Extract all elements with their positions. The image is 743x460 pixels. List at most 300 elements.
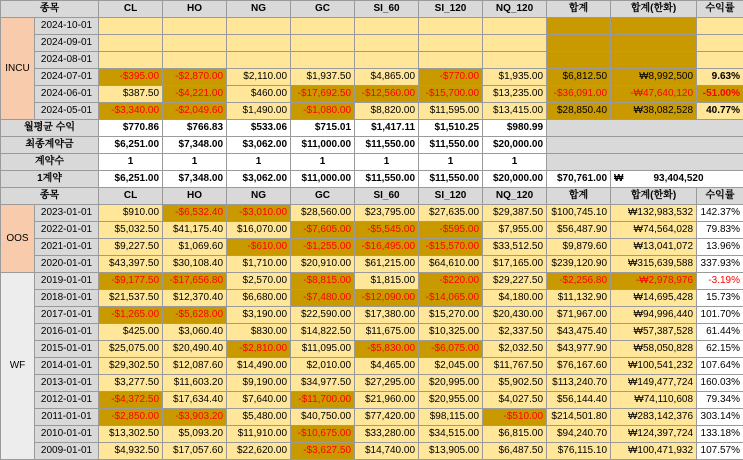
value-cell[interactable]: $4,027.50 (483, 392, 547, 409)
column-header-ticker[interactable]: 종목 (1, 1, 99, 18)
sum-krw-cell[interactable]: ₩100,541,232 (611, 358, 697, 375)
value-cell[interactable]: $3,277.50 (99, 375, 163, 392)
row-date[interactable]: 2022-01-01 (35, 222, 99, 239)
sum-krw-cell[interactable]: ₩149,477,724 (611, 375, 697, 392)
row-date[interactable]: 2024-09-01 (35, 35, 99, 52)
value-cell[interactable]: $20,955.00 (419, 392, 483, 409)
section-label-wf[interactable]: WF (1, 273, 35, 460)
return-cell[interactable] (697, 52, 743, 69)
value-cell[interactable]: -$2,049.60 (163, 103, 227, 120)
summary-value[interactable]: $11,550.00 (419, 137, 483, 154)
value-cell[interactable]: -$1,080.00 (291, 103, 355, 120)
summary-value[interactable]: 1 (483, 154, 547, 171)
value-cell[interactable]: $11,767.50 (483, 358, 547, 375)
value-cell[interactable]: $425.00 (99, 324, 163, 341)
row-date[interactable]: 2020-01-01 (35, 256, 99, 273)
column-header-ho[interactable]: HO (163, 1, 227, 18)
value-cell[interactable]: $2,010.00 (291, 358, 355, 375)
table-row (1, 239, 743, 256)
column-header-return[interactable]: 수익률 (697, 188, 743, 205)
value-cell[interactable]: -$7,480.00 (291, 290, 355, 307)
header-row (1, 1, 743, 18)
value-cell[interactable] (99, 35, 163, 52)
column-header-si_60[interactable]: SI_60 (355, 1, 419, 18)
one-contract-krw[interactable] (611, 171, 743, 188)
return-cell[interactable]: 133.18% (697, 426, 743, 443)
column-header-nq_120[interactable]: NQ_120 (483, 1, 547, 18)
summary-value[interactable]: $6,251.00 (99, 171, 163, 188)
return-cell[interactable]: 142.37% (697, 205, 743, 222)
value-cell[interactable] (227, 52, 291, 69)
value-cell[interactable]: $11,603.20 (163, 375, 227, 392)
value-cell[interactable]: $30,108.40 (163, 256, 227, 273)
sum-cell[interactable]: $214,501.80 (547, 409, 611, 426)
value-cell[interactable]: -$15,700.00 (419, 86, 483, 103)
summary-value[interactable]: $20,000.00 (483, 171, 547, 188)
value-cell[interactable]: -$220.00 (419, 273, 483, 290)
column-header-gc[interactable]: GC (291, 1, 355, 18)
row-date[interactable]: 2017-01-01 (35, 307, 99, 324)
summary-value[interactable]: $766.83 (163, 120, 227, 137)
value-cell[interactable]: $17,380.00 (355, 307, 419, 324)
value-cell[interactable]: -$17,656.80 (163, 273, 227, 290)
value-cell[interactable]: $40,750.00 (291, 409, 355, 426)
return-cell[interactable]: 61.44% (697, 324, 743, 341)
return-cell[interactable]: 13.96% (697, 239, 743, 256)
value-cell[interactable]: $43,397.50 (99, 256, 163, 273)
value-cell[interactable]: $33,512.50 (483, 239, 547, 256)
sum-cell[interactable]: $9,879.60 (547, 239, 611, 256)
contract-count-row (1, 154, 743, 171)
value-cell[interactable]: -$3,627.50 (291, 443, 355, 460)
row-date[interactable]: 2016-01-01 (35, 324, 99, 341)
column-header-si_60[interactable]: SI_60 (355, 188, 419, 205)
value-cell[interactable]: $2,337.50 (483, 324, 547, 341)
value-cell[interactable]: $20,995.00 (419, 375, 483, 392)
value-cell[interactable]: -$11,700.00 (291, 392, 355, 409)
row-date[interactable]: 2019-01-01 (35, 273, 99, 290)
sum-krw-cell[interactable]: ₩74,110,608 (611, 392, 697, 409)
value-cell[interactable]: $2,110.00 (227, 69, 291, 86)
value-cell[interactable]: $17,634.40 (163, 392, 227, 409)
one-contract-sum[interactable]: $70,761.00 (547, 171, 611, 188)
return-cell[interactable]: 107.64% (697, 358, 743, 375)
summary-value[interactable]: $3,062.00 (227, 137, 291, 154)
sum-krw-cell[interactable] (611, 52, 697, 69)
column-header-return[interactable]: 수익률 (697, 1, 743, 18)
value-cell[interactable]: $910.00 (99, 205, 163, 222)
row-date[interactable]: 2021-01-01 (35, 239, 99, 256)
value-cell[interactable] (355, 18, 419, 35)
sum-krw-cell[interactable]: ₩58,050,828 (611, 341, 697, 358)
value-cell[interactable]: -$17,692.50 (291, 86, 355, 103)
column-header-gc[interactable]: GC (291, 188, 355, 205)
return-cell[interactable]: 101.70% (697, 307, 743, 324)
return-cell[interactable]: 79.34% (697, 392, 743, 409)
value-cell[interactable]: $16,070.00 (227, 222, 291, 239)
value-cell[interactable]: -$2,810.00 (227, 341, 291, 358)
value-cell[interactable]: $1,710.00 (227, 256, 291, 273)
sum-krw-cell[interactable]: ₩94,996,440 (611, 307, 697, 324)
summary-value[interactable]: 1 (227, 154, 291, 171)
value-cell[interactable]: -$1,265.00 (99, 307, 163, 324)
value-cell[interactable]: -$14,065.00 (419, 290, 483, 307)
value-cell[interactable]: $61,215.00 (355, 256, 419, 273)
value-cell[interactable]: $14,740.00 (355, 443, 419, 460)
table-row (1, 324, 743, 341)
return-cell[interactable]: -3.19% (697, 273, 743, 290)
sum-krw-cell[interactable]: ₩57,387,528 (611, 324, 697, 341)
column-header-sum[interactable]: 합계 (547, 1, 611, 18)
value-cell[interactable]: $12,087.60 (163, 358, 227, 375)
column-header-ng[interactable]: NG (227, 188, 291, 205)
value-cell[interactable]: -$1,255.00 (291, 239, 355, 256)
summary-value[interactable]: $7,348.00 (163, 137, 227, 154)
row-date[interactable]: 2023-01-01 (35, 205, 99, 222)
value-cell[interactable]: $460.00 (227, 86, 291, 103)
final-margin-row-label[interactable]: 최종계약금 (1, 137, 99, 154)
value-cell[interactable] (99, 52, 163, 69)
sum-cell[interactable]: $11,132.90 (547, 290, 611, 307)
sum-krw-cell[interactable]: ₩38,082,528 (611, 103, 697, 120)
value-cell[interactable]: $6,680.00 (227, 290, 291, 307)
value-cell[interactable]: $13,905.00 (419, 443, 483, 460)
return-cell[interactable]: 15.73% (697, 290, 743, 307)
return-cell[interactable]: 40.77% (697, 103, 743, 120)
value-cell[interactable]: $5,093.20 (163, 426, 227, 443)
return-cell[interactable]: 107.57% (697, 443, 743, 460)
value-cell[interactable]: $27,635.00 (419, 205, 483, 222)
return-cell[interactable]: 9.63% (697, 69, 743, 86)
value-cell[interactable]: $29,227.50 (483, 273, 547, 290)
row-date[interactable]: 2013-01-01 (35, 375, 99, 392)
value-cell[interactable]: $387.50 (99, 86, 163, 103)
value-cell[interactable]: -$5,545.00 (355, 222, 419, 239)
value-cell[interactable]: $34,515.00 (419, 426, 483, 443)
summary-value[interactable]: $533.06 (227, 120, 291, 137)
sum-krw-cell[interactable]: ₩74,564,028 (611, 222, 697, 239)
value-cell[interactable]: $15,270.00 (419, 307, 483, 324)
value-cell[interactable] (355, 52, 419, 69)
summary-value[interactable]: $11,550.00 (355, 137, 419, 154)
sum-krw-cell[interactable]: -₩2,978,976 (611, 273, 697, 290)
sum-cell[interactable]: $43,475.40 (547, 324, 611, 341)
value-cell[interactable]: -$3,340.00 (99, 103, 163, 120)
sum-cell[interactable]: $43,977.90 (547, 341, 611, 358)
value-cell[interactable]: $21,537.50 (99, 290, 163, 307)
sum-krw-cell[interactable]: ₩13,041,072 (611, 239, 697, 256)
value-cell[interactable]: -$395.00 (99, 69, 163, 86)
value-cell[interactable]: $5,480.00 (227, 409, 291, 426)
value-cell[interactable]: $7,640.00 (227, 392, 291, 409)
value-cell[interactable]: $13,415.00 (483, 103, 547, 120)
summary-value[interactable]: 1 (355, 154, 419, 171)
value-cell[interactable]: $20,430.00 (483, 307, 547, 324)
value-cell[interactable]: $2,045.00 (419, 358, 483, 375)
value-cell[interactable] (163, 52, 227, 69)
table-row (1, 273, 743, 290)
sum-krw-cell[interactable]: ₩315,639,588 (611, 256, 697, 273)
summary-value[interactable]: $20,000.00 (483, 137, 547, 154)
summary-value[interactable]: $11,000.00 (291, 137, 355, 154)
sum-krw-cell[interactable]: ₩14,695,428 (611, 290, 697, 307)
value-cell[interactable]: $25,075.00 (99, 341, 163, 358)
table-row (1, 426, 743, 443)
column-header-ho[interactable]: HO (163, 188, 227, 205)
value-cell[interactable]: $14,822.50 (291, 324, 355, 341)
value-cell[interactable]: -$10,675.00 (291, 426, 355, 443)
column-header-cl[interactable]: CL (99, 188, 163, 205)
value-cell[interactable]: $9,190.00 (227, 375, 291, 392)
sum-krw-cell[interactable]: ₩100,471,932 (611, 443, 697, 460)
value-cell[interactable] (355, 35, 419, 52)
sum-cell[interactable]: $113,240.70 (547, 375, 611, 392)
value-cell[interactable]: $33,280.00 (355, 426, 419, 443)
value-cell[interactable]: $6,487.50 (483, 443, 547, 460)
value-cell[interactable]: -$4,372.50 (99, 392, 163, 409)
summary-value[interactable]: $1,510.25 (419, 120, 483, 137)
value-cell[interactable]: $77,420.00 (355, 409, 419, 426)
sum-cell[interactable]: -$36,091.00 (547, 86, 611, 103)
value-cell[interactable]: $1,490.00 (227, 103, 291, 120)
value-cell[interactable]: $23,795.00 (355, 205, 419, 222)
value-cell[interactable]: $12,370.40 (163, 290, 227, 307)
summary-value[interactable]: $1,417.11 (355, 120, 419, 137)
sum-cell[interactable]: $56,487.90 (547, 222, 611, 239)
value-cell[interactable] (291, 35, 355, 52)
value-cell[interactable] (227, 18, 291, 35)
value-cell[interactable]: -$12,560.00 (355, 86, 419, 103)
value-cell[interactable] (163, 18, 227, 35)
column-header-si_120[interactable]: SI_120 (419, 1, 483, 18)
value-cell[interactable]: -$5,830.00 (355, 341, 419, 358)
column-header-nq_120[interactable]: NQ_120 (483, 188, 547, 205)
summary-value[interactable]: $11,000.00 (291, 171, 355, 188)
row-date[interactable]: 2014-01-01 (35, 358, 99, 375)
summary-value[interactable]: $6,251.00 (99, 137, 163, 154)
value-cell[interactable]: -$5,628.00 (163, 307, 227, 324)
value-cell[interactable]: $4,865.00 (355, 69, 419, 86)
value-cell[interactable]: $13,302.50 (99, 426, 163, 443)
sum-cell[interactable] (547, 18, 611, 35)
column-header-sum[interactable]: 합계 (547, 188, 611, 205)
return-cell[interactable]: 303.14% (697, 409, 743, 426)
value-cell[interactable] (99, 18, 163, 35)
value-cell[interactable]: $2,570.00 (227, 273, 291, 290)
value-cell[interactable] (483, 18, 547, 35)
sum-cell[interactable]: $71,967.00 (547, 307, 611, 324)
value-cell[interactable]: -$6,075.00 (419, 341, 483, 358)
value-cell[interactable]: $27,295.00 (355, 375, 419, 392)
row-date[interactable]: 2024-05-01 (35, 103, 99, 120)
sum-cell[interactable]: $56,144.40 (547, 392, 611, 409)
value-cell[interactable]: $11,910.00 (227, 426, 291, 443)
value-cell[interactable] (483, 35, 547, 52)
sum-cell[interactable]: -$2,256.80 (547, 273, 611, 290)
value-cell[interactable] (483, 52, 547, 69)
value-cell[interactable]: $41,175.40 (163, 222, 227, 239)
contract-count-row-label[interactable]: 계약수 (1, 154, 99, 171)
sum-cell[interactable]: $239,120.90 (547, 256, 611, 273)
section-label-oos[interactable]: OOS (1, 205, 35, 273)
sum-krw-cell[interactable]: ₩8,992,500 (611, 69, 697, 86)
value-cell[interactable]: -$12,090.00 (355, 290, 419, 307)
column-header-sum-krw[interactable]: 합계(한화) (611, 1, 697, 18)
value-cell[interactable]: -$770.00 (419, 69, 483, 86)
value-cell[interactable]: $10,325.00 (419, 324, 483, 341)
row-date[interactable]: 2009-01-01 (35, 443, 99, 460)
value-cell[interactable]: $4,465.00 (355, 358, 419, 375)
sum-krw-cell[interactable] (611, 18, 697, 35)
sum-cell[interactable]: $76,115.10 (547, 443, 611, 460)
row-date[interactable]: 2024-07-01 (35, 69, 99, 86)
value-cell[interactable] (291, 52, 355, 69)
value-cell[interactable]: $21,960.00 (355, 392, 419, 409)
value-cell[interactable]: $5,902.50 (483, 375, 547, 392)
sum-cell[interactable] (547, 35, 611, 52)
value-cell[interactable]: $22,590.00 (291, 307, 355, 324)
summary-value[interactable]: $11,550.00 (419, 171, 483, 188)
sum-cell[interactable]: $100,745.10 (547, 205, 611, 222)
row-date[interactable]: 2015-01-01 (35, 341, 99, 358)
row-date[interactable]: 2024-06-01 (35, 86, 99, 103)
sum-cell[interactable]: $28,850.40 (547, 103, 611, 120)
value-cell[interactable]: -$2,850.00 (99, 409, 163, 426)
summary-value[interactable]: $770.86 (99, 120, 163, 137)
value-cell[interactable]: -$595.00 (419, 222, 483, 239)
column-header-si_120[interactable]: SI_120 (419, 188, 483, 205)
summary-value[interactable]: 1 (419, 154, 483, 171)
value-cell[interactable]: $1,935.00 (483, 69, 547, 86)
summary-value[interactable]: 1 (163, 154, 227, 171)
value-cell[interactable]: $2,032.50 (483, 341, 547, 358)
value-cell[interactable]: -$8,815.00 (291, 273, 355, 290)
return-cell[interactable]: 337.93% (697, 256, 743, 273)
value-cell[interactable]: -$15,570.00 (419, 239, 483, 256)
value-cell[interactable]: $11,595.00 (419, 103, 483, 120)
sum-krw-cell[interactable]: ₩283,142,376 (611, 409, 697, 426)
row-date[interactable]: 2010-01-01 (35, 426, 99, 443)
summary-value[interactable]: $11,550.00 (355, 171, 419, 188)
value-cell[interactable]: -$2,870.00 (163, 69, 227, 86)
return-cell[interactable]: 79.83% (697, 222, 743, 239)
summary-value[interactable]: $7,348.00 (163, 171, 227, 188)
value-cell[interactable]: $29,302.50 (99, 358, 163, 375)
return-cell[interactable]: 62.15% (697, 341, 743, 358)
table-row (1, 35, 743, 52)
value-cell[interactable]: $29,387.50 (483, 205, 547, 222)
value-cell[interactable] (419, 18, 483, 35)
value-cell[interactable] (419, 52, 483, 69)
value-cell[interactable]: $5,032.50 (99, 222, 163, 239)
value-cell[interactable]: $98,115.00 (419, 409, 483, 426)
sum-krw-cell[interactable] (611, 35, 697, 52)
value-cell[interactable]: $28,560.00 (291, 205, 355, 222)
value-cell[interactable]: $64,610.00 (419, 256, 483, 273)
row-date[interactable]: 2024-10-01 (35, 18, 99, 35)
return-cell[interactable] (697, 18, 743, 35)
value-cell[interactable]: $14,490.00 (227, 358, 291, 375)
row-date[interactable]: 2018-01-01 (35, 290, 99, 307)
value-cell[interactable]: $17,057.60 (163, 443, 227, 460)
return-cell[interactable] (697, 35, 743, 52)
sum-krw-cell[interactable]: ₩132,983,532 (611, 205, 697, 222)
value-cell[interactable]: -$3,903.20 (163, 409, 227, 426)
value-cell[interactable]: $9,227.50 (99, 239, 163, 256)
summary-value[interactable]: $715.01 (291, 120, 355, 137)
monthly-average-row-label[interactable]: 월평균 수익 (1, 120, 99, 137)
value-cell[interactable]: $22,620.00 (227, 443, 291, 460)
value-cell[interactable] (227, 35, 291, 52)
value-cell[interactable]: -$3,010.00 (227, 205, 291, 222)
value-cell[interactable]: $1,815.00 (355, 273, 419, 290)
row-date[interactable]: 2012-01-01 (35, 392, 99, 409)
sum-cell[interactable]: $94,240.70 (547, 426, 611, 443)
value-cell[interactable]: $34,977.50 (291, 375, 355, 392)
row-date[interactable]: 2011-01-01 (35, 409, 99, 426)
summary-value[interactable]: $3,062.00 (227, 171, 291, 188)
value-cell[interactable]: $1,937.50 (291, 69, 355, 86)
one-contract-label[interactable]: 1계약 (1, 171, 99, 188)
value-cell[interactable]: -$510.00 (483, 409, 547, 426)
value-cell[interactable]: $13,235.00 (483, 86, 547, 103)
summary-value[interactable]: 1 (99, 154, 163, 171)
value-cell[interactable]: -$4,221.00 (163, 86, 227, 103)
value-cell[interactable]: $830.00 (227, 324, 291, 341)
value-cell[interactable]: $4,180.00 (483, 290, 547, 307)
empty-cell (547, 137, 743, 154)
table-row (1, 52, 743, 69)
value-cell[interactable] (419, 35, 483, 52)
value-cell[interactable]: $7,955.00 (483, 222, 547, 239)
value-cell[interactable]: $20,910.00 (291, 256, 355, 273)
section-label-incu[interactable]: INCU (1, 18, 35, 120)
sum-krw-cell[interactable]: -₩47,640,120 (611, 86, 697, 103)
sum-cell[interactable]: $76,167.60 (547, 358, 611, 375)
summary-value[interactable]: 1 (291, 154, 355, 171)
column-header-sum-krw[interactable]: 합계(한화) (611, 188, 697, 205)
column-header-cl[interactable]: CL (99, 1, 163, 18)
sum-cell[interactable] (547, 52, 611, 69)
row-date[interactable]: 2024-08-01 (35, 52, 99, 69)
value-cell[interactable] (163, 35, 227, 52)
value-cell[interactable]: -$6,532.40 (163, 205, 227, 222)
sum-krw-cell[interactable]: ₩124,397,724 (611, 426, 697, 443)
value-cell[interactable]: $6,815.00 (483, 426, 547, 443)
column-header-ng[interactable]: NG (227, 1, 291, 18)
column-header-ticker[interactable]: 종목 (1, 188, 99, 205)
value-cell[interactable]: -$610.00 (227, 239, 291, 256)
summary-value[interactable]: $980.99 (483, 120, 547, 137)
value-cell[interactable]: $4,932.50 (99, 443, 163, 460)
value-cell[interactable]: $20,490.40 (163, 341, 227, 358)
return-cell[interactable]: 160.03% (697, 375, 743, 392)
return-cell[interactable]: -51.00% (697, 86, 743, 103)
table-row (1, 443, 743, 460)
value-cell[interactable]: $3,190.00 (227, 307, 291, 324)
value-cell[interactable]: -$16,495.00 (355, 239, 419, 256)
value-cell[interactable]: -$7,605.00 (291, 222, 355, 239)
value-cell[interactable]: $3,060.40 (163, 324, 227, 341)
value-cell[interactable] (291, 18, 355, 35)
sum-cell[interactable]: $6,812.50 (547, 69, 611, 86)
value-cell[interactable]: -$9,177.50 (99, 273, 163, 290)
value-cell[interactable]: $1,069.60 (163, 239, 227, 256)
value-cell[interactable]: $8,820.00 (355, 103, 419, 120)
value-cell[interactable]: $11,675.00 (355, 324, 419, 341)
value-cell[interactable]: $17,165.00 (483, 256, 547, 273)
value-cell[interactable]: $11,095.00 (291, 341, 355, 358)
